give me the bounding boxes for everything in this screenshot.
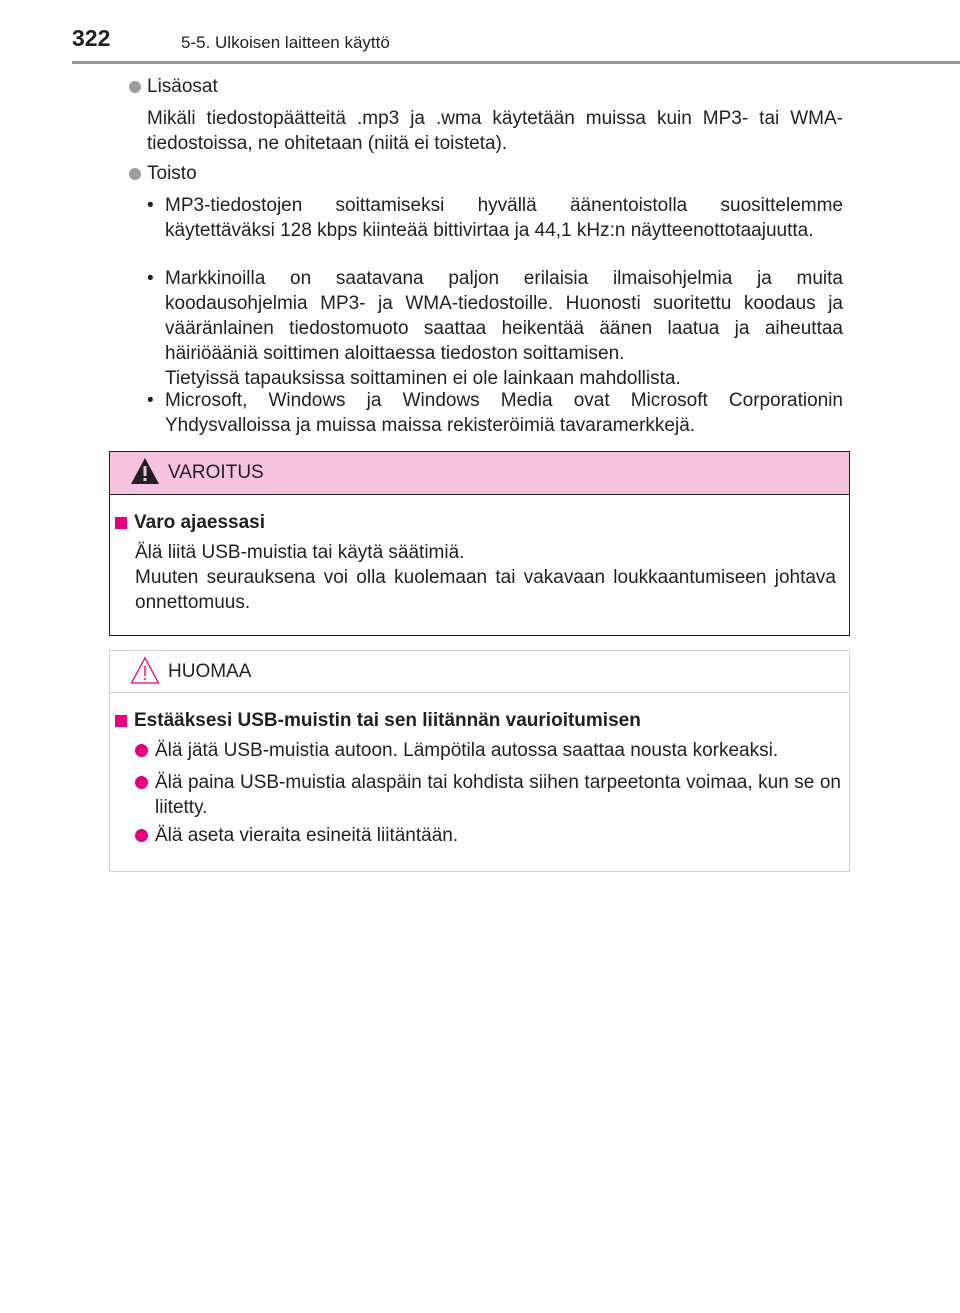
notice-title: HUOMAA	[168, 661, 252, 682]
notice-item-text: Älä jätä USB-muistia autoon. Lämpötila autossa saattaa nousta korkeaksi.	[155, 740, 779, 761]
warning-line: Älä liitä USB-muistia tai käytä säätimiä.	[135, 542, 465, 563]
list-bullet: •	[147, 390, 154, 411]
warning-title: VAROITUS	[168, 462, 264, 483]
gray-bullet-icon	[129, 168, 141, 180]
section-heading-lisaosat	[129, 74, 218, 99]
paragraph-lisaosat: Mikäli tiedostopäätteitä .mp3 ja .wma käytetään muissa kuin MP3- tai WMA-tiedostoissa, ne ohitetaan (niitä ei toisteta).	[147, 108, 843, 154]
warning-line: Muuten seurauksena voi olla kuolemaan tai vakavaan loukkaantumiseen johtava onnettomuus.	[135, 567, 836, 613]
page-number: 322	[72, 25, 111, 51]
warning-header	[110, 452, 849, 495]
heading-text: Toisto	[147, 163, 197, 184]
warning-box	[109, 451, 850, 636]
square-bullet-icon	[115, 517, 127, 529]
notice-heading	[115, 708, 641, 733]
list-bullet: •	[147, 268, 154, 289]
notice-item	[135, 738, 851, 763]
pink-bullet-icon	[135, 829, 148, 842]
square-bullet-icon	[115, 715, 127, 727]
warning-triangle-icon	[130, 457, 160, 485]
caution-triangle-outline-icon	[130, 656, 160, 684]
list-item-text: Microsoft, Windows ja Windows Media ovat Microsoft Corporationin Yhdysvalloissa ja muissa maissa rekisteröimiä tavaramerkkejä.	[165, 390, 843, 436]
section-title: 5-5. Ulkoisen laitteen käyttö	[181, 33, 390, 52]
list-item-extra-text: Tietyissä tapauksissa soittaminen ei ole lainkaan mahdollista.	[165, 368, 681, 389]
list-item	[147, 193, 843, 243]
notice-item-text: Älä paina USB-muistia alaspäin tai kohdista siihen tarpeetonta voimaa, kun se on liitetty.	[155, 772, 841, 818]
section-heading-toisto	[129, 161, 197, 186]
list-item	[147, 388, 843, 438]
gray-bullet-icon	[129, 81, 141, 93]
notice-header	[110, 651, 849, 693]
list-item	[147, 266, 843, 391]
notice-box	[109, 650, 850, 872]
header-rule	[72, 61, 960, 64]
notice-item-text: Älä aseta vieraita esineitä liitäntään.	[155, 825, 459, 846]
list-bullet: •	[147, 195, 154, 216]
notice-heading-text: Estääksesi USB-muistin tai sen liitännän vaurioitumisen	[134, 710, 641, 731]
pink-bullet-icon	[135, 744, 148, 757]
page-header	[0, 0, 960, 64]
list-item-text: Markkinoilla on saatavana paljon erilaisia ilmaisohjelmia ja muita koodausohjelmia MP3- ja WMA-tiedostoille. Huonosti suoritettu koodaus ja vääränlainen tiedostomuoto saattaa heikentää äänen laatua ja aiheuttaa häiriöääniä soittimen aloittaessa tiedoston soittamisen.	[165, 268, 843, 364]
list-item-text: MP3-tiedostojen soittamiseksi hyvällä äänentoistolla suosittelemme käytettäväksi 128 kbps kiinteää bittivirtaa ja 44,1 kHz:n näytteenottotaajuutta.	[165, 195, 843, 241]
notice-item	[135, 823, 851, 848]
notice-item	[135, 770, 851, 820]
pink-bullet-icon	[135, 776, 148, 789]
warning-heading	[115, 510, 265, 535]
warning-heading-text: Varo ajaessasi	[134, 512, 265, 533]
heading-text: Lisäosat	[147, 76, 218, 97]
